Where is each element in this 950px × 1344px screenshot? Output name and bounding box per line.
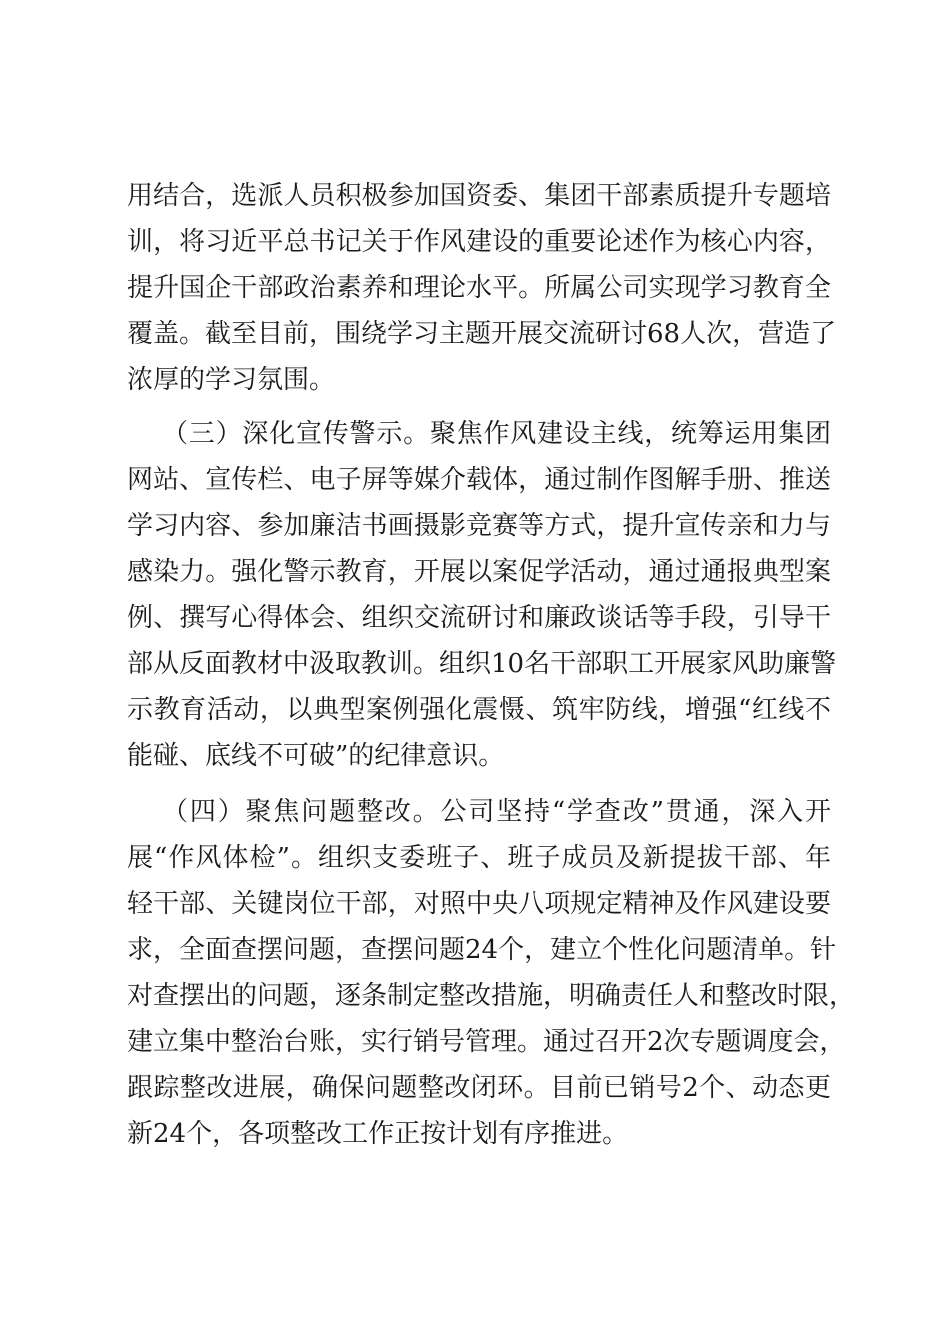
paragraph-line: 例、撰写心得体会、组织交流研讨和廉政谈话等手段，引导干 [127, 603, 831, 633]
paragraph-publicity-warning [127, 411, 837, 779]
paragraph-line: 感染力。强化警示教育，开展以案促学活动，通过通报典型案 [127, 557, 831, 587]
paragraph-line: 建立集中整治台账，实行销号管理。通过召开2次专题调度会， [127, 1027, 846, 1057]
paragraph-line: 网站、宣传栏、电子屏等媒介载体，通过制作图解手册、推送 [127, 465, 831, 495]
paragraph-line: 用结合，选派人员积极参加国资委、集团干部素质提升专题培 [127, 181, 831, 211]
paragraph-line: 能碰、底线不可破”的纪律意识。 [127, 741, 505, 771]
paragraph-study-education [127, 173, 837, 403]
paragraph-problem-rectification [127, 789, 856, 1157]
paragraph-line: （三）深化宣传警示。聚焦作风建设主线，统筹运用集团 [162, 419, 831, 449]
paragraph-line: 跟踪整改进展，确保问题整改闭环。目前已销号2个、动态更 [127, 1073, 831, 1103]
paragraph-line: 新24个，各项整改工作正按计划有序推进。 [127, 1119, 629, 1149]
paragraph-line: 求，全面查摆问题，查摆问题24个，建立个性化问题清单。针 [127, 935, 837, 965]
paragraph-line: 轻干部、关键岗位干部，对照中央八项规定精神及作风建设要 [127, 889, 831, 919]
paragraph-line: 示教育活动，以典型案例强化震慑、筑牢防线，增强“红线不 [127, 695, 831, 725]
paragraph-line: 展“作风体检”。组织支委班子、班子成员及新提拔干部、年 [127, 843, 831, 873]
paragraph-line: 提升国企干部政治素养和理论水平。所属公司实现学习教育全 [127, 273, 831, 303]
paragraph-line: 学习内容、参加廉洁书画摄影竞赛等方式，提升宣传亲和力与 [127, 511, 831, 541]
paragraph-line: 浓厚的学习氛围。 [127, 365, 336, 395]
paragraph-line: （四）聚焦问题整改。公司坚持“学查改”贯通，深入开 [162, 797, 831, 827]
paragraph-line: 对查摆出的问题，逐条制定整改措施，明确责任人和整改时限， [127, 981, 856, 1011]
paragraph-line: 部从反面教材中汲取教训。组织10名干部职工开展家风助廉警 [127, 649, 837, 679]
paragraph-line: 训，将习近平总书记关于作风建设的重要论述作为核心内容， [127, 227, 831, 257]
paragraph-line: 覆盖。截至目前，围绕学习主题开展交流研讨68人次，营造了 [127, 319, 837, 349]
